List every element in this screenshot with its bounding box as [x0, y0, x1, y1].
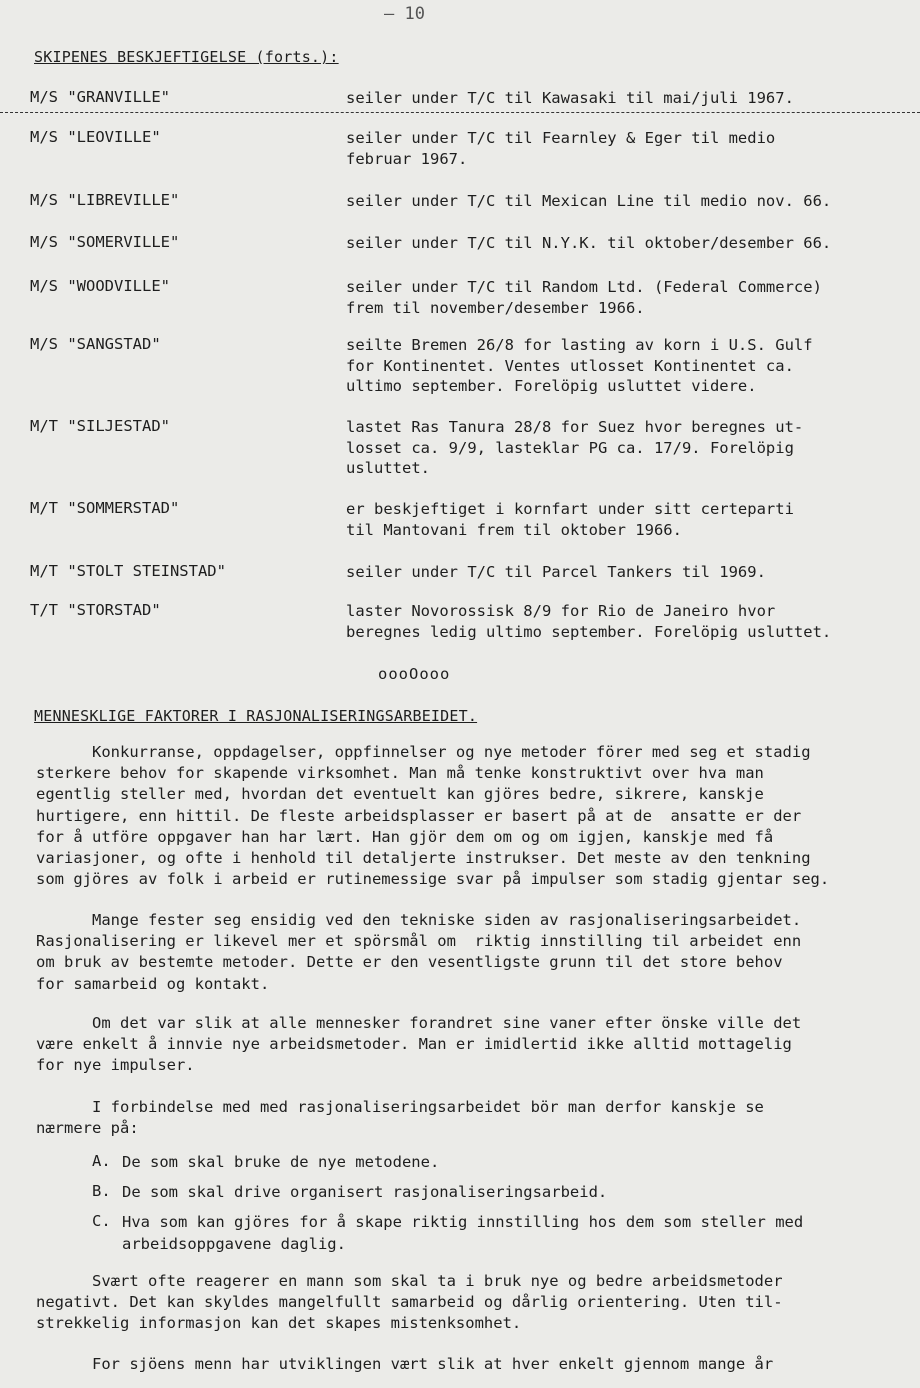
paragraph-line: strekkelig informasjon kan det skapes mistenksomhet. [36, 1314, 522, 1333]
ship-status [346, 191, 906, 212]
paragraph-line: hurtigere, enn hittil. De fleste arbeidsplasser er basert på at de ansatte er der [36, 806, 802, 825]
ship-name: M/T "STOLT STEINSTAD" [30, 562, 226, 580]
ship-status [346, 601, 906, 642]
ship-status [346, 499, 906, 540]
paragraph-line: om bruk av bestemte metoder. Dette er den vesentligste grunn til det store behov [36, 953, 783, 972]
paragraph-line: egentlig steller med, hvordan det eventuelt kan gjöres bedre, sikrere, kanskje [36, 785, 764, 804]
ship-status-line: seiler under T/C til Kawasaki til mai/juli 1967. [346, 89, 794, 107]
paragraph-line: for samarbeid og kontakt. [36, 974, 270, 993]
ship-status [346, 562, 906, 583]
paragraph-line: være enkelt å innvie nye arbeidsmetoder. Man er imidlertid ikke alltid mottagelig [36, 1035, 792, 1054]
ship-status-line: seilte Bremen 26/8 for lasting av korn i U.S. Gulf [346, 336, 813, 354]
paragraph-reaction [36, 1271, 916, 1335]
ship-status [346, 335, 906, 397]
consideration-list [92, 1152, 912, 1264]
list-item-line: arbeidsoppgavene daglig. [122, 1234, 346, 1253]
list-item [92, 1182, 912, 1203]
ship-status-line: seiler under T/C til Parcel Tankers til 1969. [346, 563, 766, 581]
paragraph-line: I forbindelse med med rasjonaliseringsarbeidet bör man derfor kanskje se [36, 1098, 764, 1116]
section-heading-ship-employment: SKIPENES BESKJEFTIGELSE (forts.): [34, 48, 339, 66]
ship-status-line: februar 1967. [346, 149, 468, 168]
paragraph-line: Om det var slik at alle mennesker forandret sine vaner efter önske ville det [36, 1014, 802, 1032]
list-item-line: De som skal bruke de nye metodene. [122, 1153, 440, 1171]
section-separator: oooOooo [378, 665, 451, 683]
paragraph-line: for nye impulser. [36, 1056, 195, 1075]
ship-status-line: til Mantovani frem til oktober 1966. [346, 520, 682, 539]
list-item-text [122, 1182, 912, 1203]
section-heading-human-factors: MENNESKLIGE FAKTORER I RASJONALISERINGSARBEIDET. [34, 707, 478, 725]
divider-rule [0, 112, 920, 113]
list-item-text [122, 1152, 912, 1173]
paragraph-line: Konkurranse, oppdagelser, oppfinnelser og nye metoder förer med seg et stadig [36, 743, 811, 761]
list-item [92, 1212, 912, 1254]
ship-status-line: laster Novorossisk 8/9 for Rio de Janeiro hvor [346, 602, 776, 620]
ship-status-line: beregnes ledig ultimo september. Forelöpig usluttet. [346, 622, 832, 641]
list-item [92, 1152, 912, 1173]
ship-status [346, 128, 906, 169]
list-item-text [122, 1212, 912, 1254]
paragraph-seamen [36, 1354, 916, 1375]
paragraph-consider [36, 1097, 916, 1139]
ship-name: M/S "WOODVILLE" [30, 277, 170, 295]
ship-status [346, 88, 906, 109]
ship-status [346, 417, 906, 479]
paragraph-line: for å utföre oppgaver han har lært. Han gjör dem om og om igjen, kanskje med få [36, 827, 774, 846]
paragraph-competition [36, 742, 916, 890]
paragraph-line: sterkere behov for skapende virksomhet. Man må tenke konstruktivt over hva man [36, 764, 764, 783]
ship-status-line: ultimo september. Forelöpig usluttet videre. [346, 377, 757, 395]
ship-name: M/S "SANGSTAD" [30, 335, 161, 353]
ship-status-line: seiler under T/C til Random Ltd. (Federal Commerce) [346, 278, 822, 296]
ship-status-line: seiler under T/C til Mexican Line til medio nov. 66. [346, 192, 832, 210]
list-item-letter: C. [92, 1212, 111, 1231]
list-item-line: De som skal drive organisert rasjonaliseringsarbeid. [122, 1183, 608, 1202]
ship-name: M/T "SOMMERSTAD" [30, 499, 180, 517]
ship-name: M/S "LEOVILLE" [30, 128, 161, 146]
paragraph-line: negativt. Det kan skyldes mangelfullt samarbeid og dårlig orientering. Uten til- [36, 1293, 783, 1312]
ship-name: M/S "LIBREVILLE" [30, 191, 180, 209]
page-number: – 10 [384, 4, 425, 24]
list-item-letter: B. [92, 1182, 111, 1201]
paragraph-rationalization [36, 910, 916, 995]
ship-name: M/S "SOMERVILLE" [30, 233, 180, 251]
paragraph-line: Mange fester seg ensidig ved den tekniske siden av rasjonaliseringsarbeidet. [36, 911, 802, 929]
ship-status-line: frem til november/desember 1966. [346, 298, 645, 317]
paragraph-habits [36, 1013, 916, 1077]
ship-status-line: lastet Ras Tanura 28/8 for Suez hvor beregnes ut- [346, 418, 804, 436]
ship-status-line: er beskjeftiget i kornfart under sitt certeparti [346, 500, 794, 518]
ship-status [346, 233, 906, 254]
ship-status-line: losset ca. 9/9, lasteklar PG ca. 17/9. Forelöpig [346, 438, 794, 457]
paragraph-line: For sjöens menn har utviklingen vært slik at hver enkelt gjennom mange år [36, 1355, 774, 1373]
paragraph-line: nærmere på: [36, 1119, 139, 1138]
paragraph-line: Svært ofte reagerer en mann som skal ta i bruk nye og bedre arbeidsmetoder [36, 1272, 783, 1290]
ship-name: T/T "STORSTAD" [30, 601, 161, 619]
ship-status-line: seiler under T/C til Fearnley & Eger til medio [346, 129, 776, 147]
ship-status [346, 277, 906, 318]
ship-name: M/S "GRANVILLE" [30, 88, 170, 106]
paragraph-line: variasjoner, og ofte i henhold til detaljerte instrukser. Det meste av den tenkning [36, 849, 811, 868]
ship-status-line: for Kontinentet. Ventes utlosset Kontinentet ca. [346, 356, 794, 375]
ship-status-line: usluttet. [346, 459, 430, 477]
ship-status-line: seiler under T/C til N.Y.K. til oktober/desember 66. [346, 234, 832, 252]
paragraph-line: Rasjonalisering er likevel mer et spörsmål om riktig innstilling til arbeidet enn [36, 932, 802, 951]
ship-name: M/T "SILJESTAD" [30, 417, 170, 435]
paragraph-line: som gjöres av folk i arbeid er rutinemessige svar på impulser som stadig gjentar seg. [36, 870, 830, 889]
list-item-letter: A. [92, 1152, 111, 1170]
list-item-line: Hva som kan gjöres for å skape riktig innstilling hos dem som steller med [122, 1213, 804, 1232]
